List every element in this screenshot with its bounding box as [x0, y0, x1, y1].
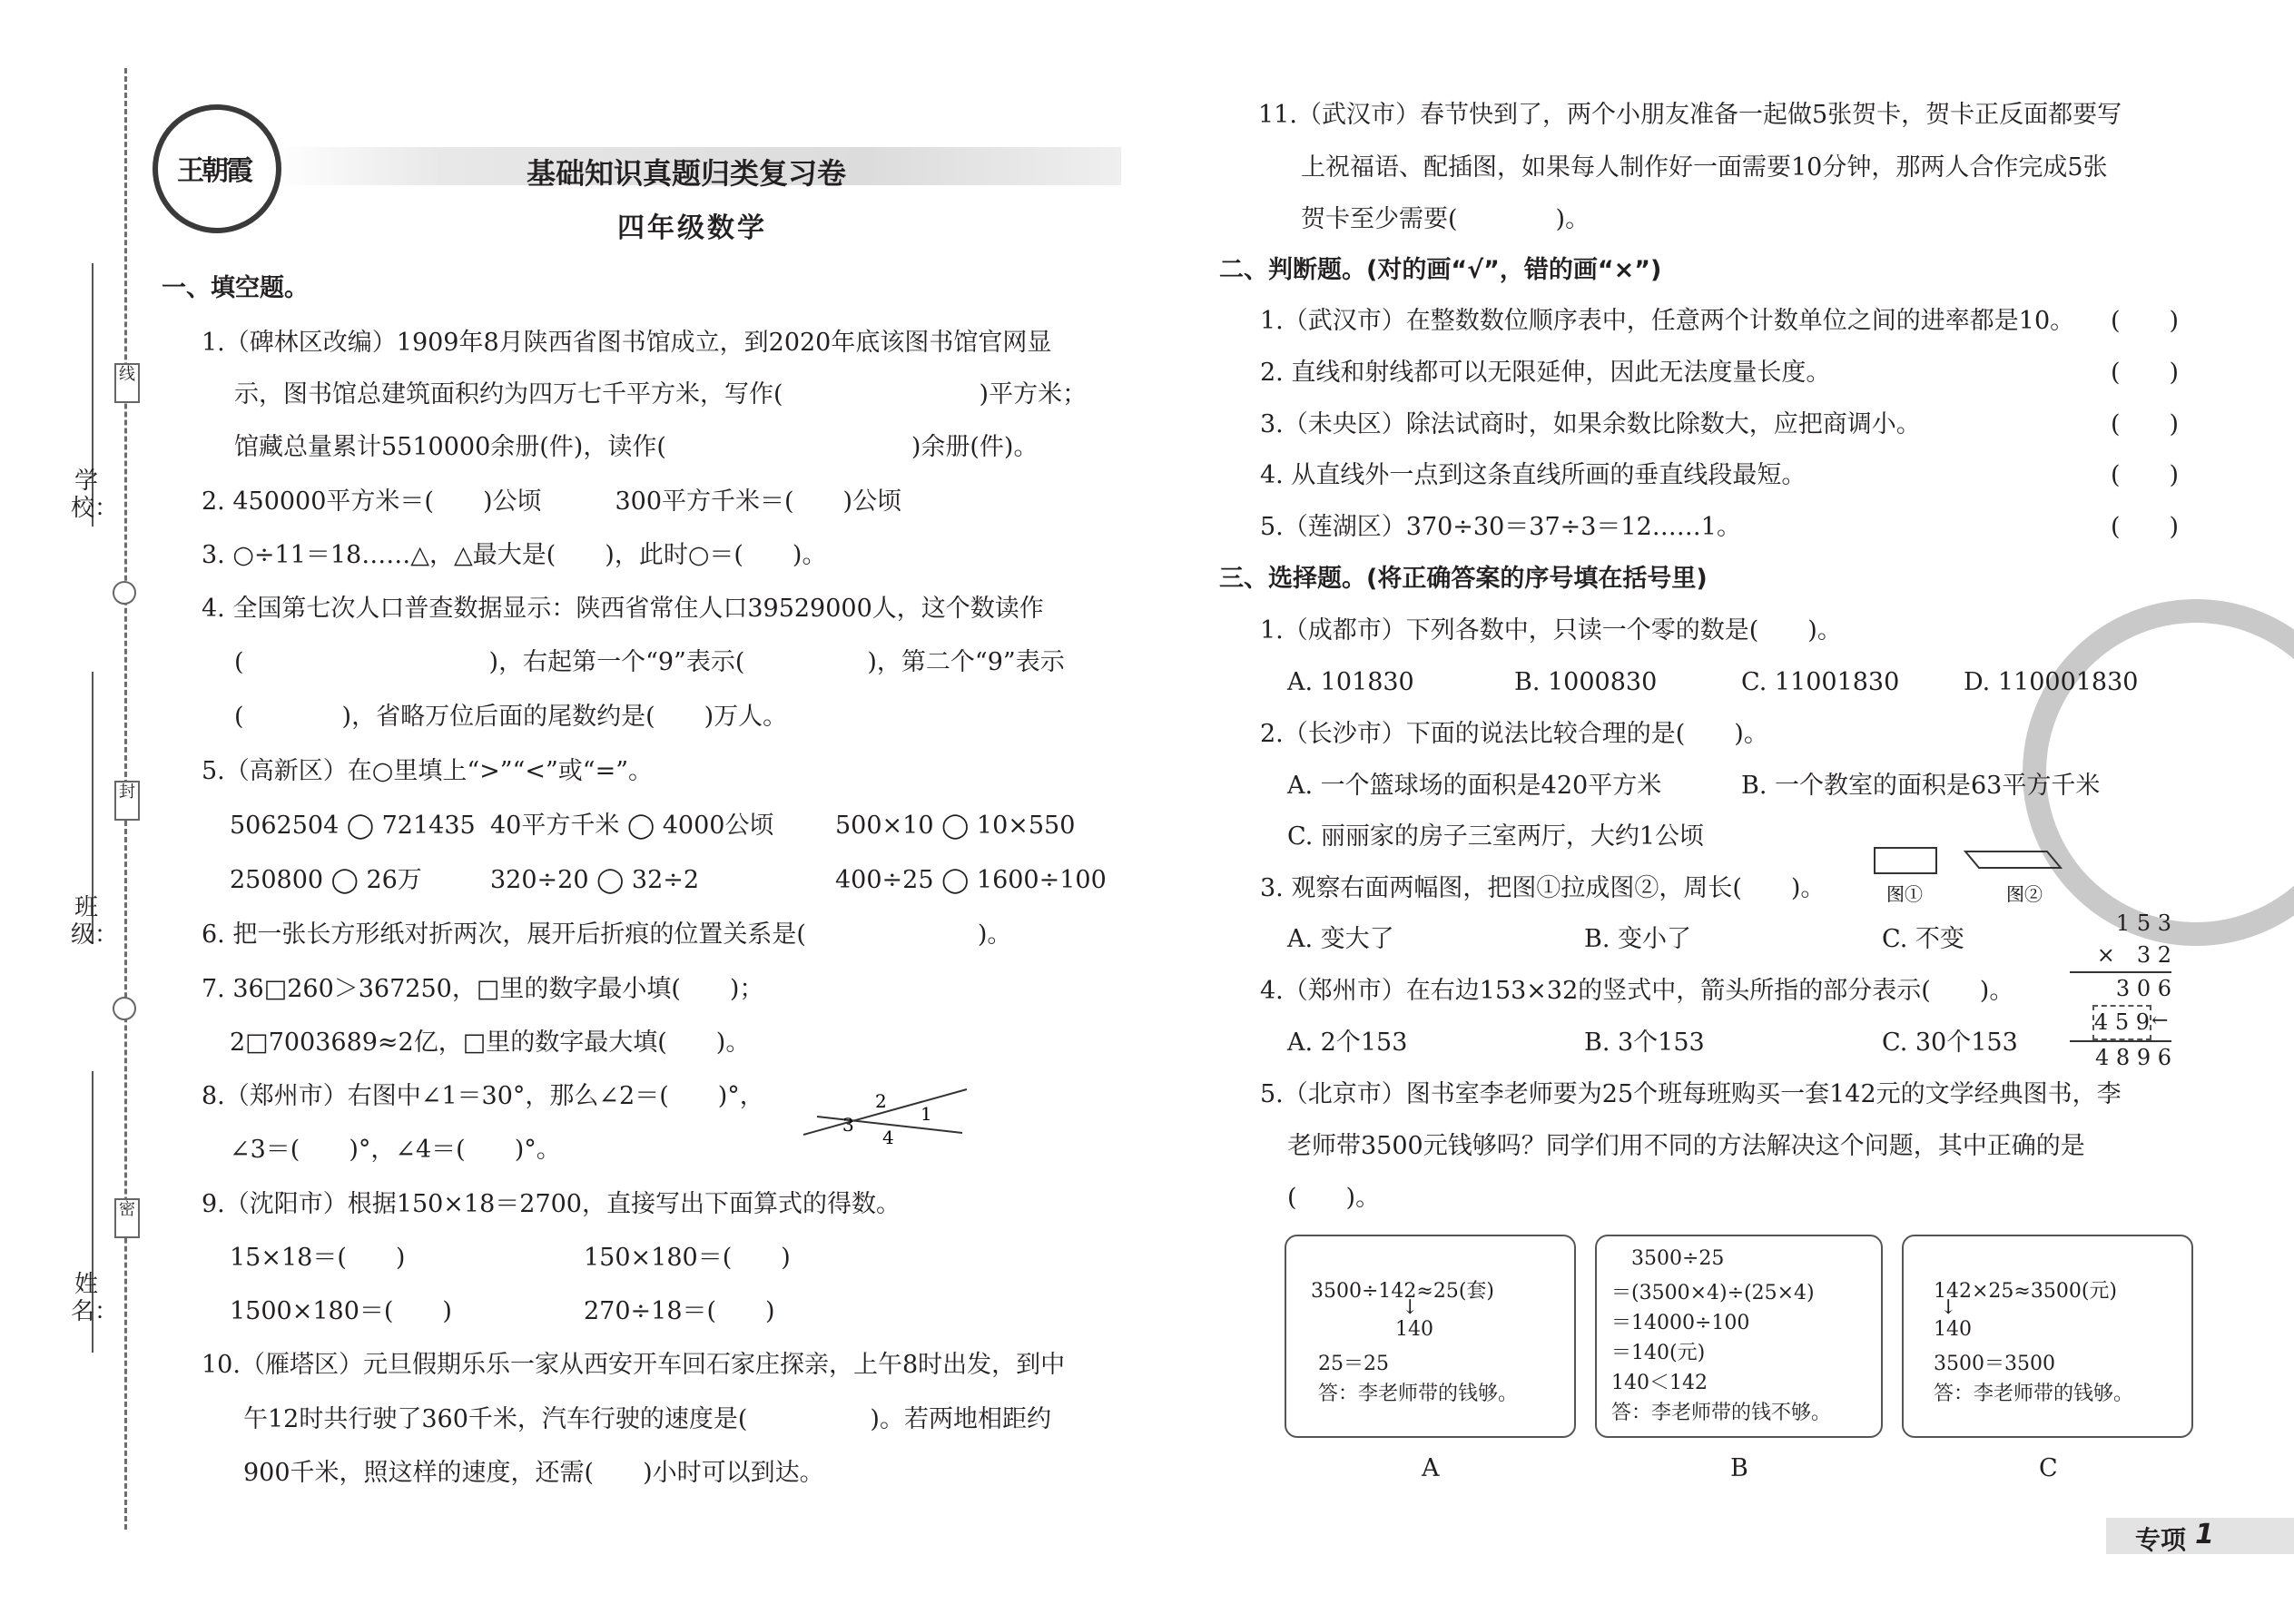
choice-q5-line1: 5.（北京市）图书室李老师要为25个班每班购买一套142元的文学经典图书，李: [1260, 1080, 2122, 1108]
box-line: 答：李老师带的钱够。: [1318, 1383, 1519, 1405]
box-line: 25＝25: [1318, 1353, 1389, 1375]
choice-option: C. 丽丽家的房子三室两厅，大约1公顷: [1287, 822, 1705, 851]
q5-item: 320÷20 ◯ 32÷2: [490, 866, 700, 894]
section-heading-choice: 三、选择题。(将正确答案的序号填在括号里): [1219, 565, 1708, 593]
down-arrow-icon: ↓: [1402, 1296, 1419, 1319]
angle-label: 1: [921, 1103, 932, 1125]
vm-row: × 3 2: [2070, 940, 2171, 973]
q10-line2: 午12时共行驶了360千米，汽车行驶的速度是( )。若两地相距约: [243, 1405, 1051, 1433]
q11-line1: 11.（武汉市）春节快到了，两个小朋友准备一起做5张贺卡，贺卡正反面都要写: [1258, 101, 2122, 129]
judge-item: 4. 从直线外一点到这条直线所画的垂直线段最短。: [1260, 461, 1807, 489]
q11-line3: 贺卡至少需要( )。: [1301, 205, 1590, 233]
choice-option: A. 一个篮球场的面积是420平方米: [1287, 772, 1662, 800]
q5-item: 250800 ◯ 26万: [230, 866, 422, 894]
page-subtitle: 四年级数学: [617, 212, 767, 244]
binding-hole-icon: [113, 997, 136, 1020]
choice-option: A. 变大了: [1287, 925, 1394, 953]
choice-q2: 2.（长沙市）下面的说法比较合理的是( )。: [1260, 720, 1768, 748]
answer-paren: ( ): [2111, 307, 2180, 335]
section-heading-fill: 一、填空题。: [162, 274, 309, 302]
choice-option: C. 不变: [1882, 925, 1964, 953]
q10-line3: 900千米，照这样的速度，还需( )小时可以到达。: [243, 1459, 824, 1487]
q1-line2: 示，图书馆总建筑面积约为四万七千平方米，写作( )平方米；: [234, 380, 1088, 408]
q9-item: 270÷18＝( ): [584, 1297, 775, 1325]
school-label: 学校：: [71, 468, 119, 522]
vm-row: 4 8 9 6: [2070, 1040, 2171, 1074]
angle-figure: [799, 1080, 971, 1153]
q5-item: 500×10 ◯ 10×550: [835, 812, 1076, 840]
binding-hole-icon: [113, 581, 136, 605]
judge-item: 2. 直线和射线都可以无限延伸，因此无法度量长度。: [1260, 359, 1831, 387]
cut-mark-feng: 封: [114, 781, 140, 821]
box-line: 140: [1395, 1318, 1433, 1341]
choice-q4: 4.（郑州市）在右边153×32的竖式中，箭头所指的部分表示( )。: [1260, 977, 2014, 1005]
q7-line1: 7. 36□260＞367250，□里的数字最小填( )；: [202, 975, 764, 1003]
vm-row: 1 5 3: [2115, 910, 2171, 936]
choice-option: B. 变小了: [1584, 925, 1692, 953]
vm-row: 3 0 6: [2115, 976, 2171, 1001]
q9-item: 150×180＝( ): [584, 1244, 791, 1272]
class-label: 班级：: [71, 894, 119, 949]
q4-line2: ( )，右起第一个“9”表示( )，第二个“9”表示: [234, 648, 1065, 676]
choice-q5-line2: 老师带3500元钱够吗？同学们用不同的方法解决这个问题，其中正确的是: [1287, 1132, 2085, 1160]
choice-option: C. 30个153: [1882, 1029, 2018, 1057]
solution-box-a: [1285, 1235, 1576, 1438]
angle-label: 2: [875, 1090, 887, 1112]
cut-mark-mi: 密: [114, 1198, 140, 1238]
choice-option: D. 110001830: [1964, 668, 2139, 696]
choice-q3: 3. 观察右面两幅图，把图①拉成图②，周长( )。: [1260, 874, 1826, 902]
box-line: ＝14000÷100: [1611, 1312, 1750, 1334]
page-number: 1: [2195, 1519, 2214, 1550]
q11-line2: 上祝福语、配插图，如果每人制作好一面需要10分钟，那两人合作完成5张: [1301, 153, 2108, 182]
down-arrow-icon: ↓: [1940, 1296, 1957, 1319]
choice-q1: 1.（成都市）下列各数中，只读一个零的数是( )。: [1260, 616, 1842, 645]
judge-item: 5.（莲湖区）370÷30＝37÷3＝12……1。: [1260, 513, 1741, 541]
q1-line1: 1.（碑林区改编）1909年8月陕西省图书馆成立，到2020年底该图书馆官网显: [202, 329, 1052, 357]
box-line: 140: [1934, 1318, 1972, 1341]
box-label: C: [2039, 1454, 2058, 1482]
q5-item: 40平方千米 ◯ 4000公顷: [490, 812, 774, 840]
section-heading-judge: 二、判断题。(对的画“√”，错的画“×”): [1219, 256, 1662, 284]
name-label: 姓名：: [71, 1271, 119, 1325]
box-label: B: [1730, 1454, 1748, 1482]
answer-paren: ( ): [2111, 461, 2180, 489]
box-line: 3500＝3500: [1934, 1353, 2055, 1375]
box-line: 142×25≈3500(元): [1934, 1280, 2118, 1303]
choice-option: C. 11001830: [1741, 668, 1900, 696]
box-line: 3500÷25: [1631, 1247, 1725, 1270]
angle-label: 3: [842, 1114, 854, 1136]
cut-mark-xian: 线: [114, 363, 140, 403]
box-line: 答：李老师带的钱够。: [1934, 1383, 2134, 1405]
q9-item: 1500×180＝( ): [230, 1297, 452, 1325]
box-line: 答：李老师带的钱不够。: [1611, 1402, 1832, 1424]
q9-item: 15×18＝( ): [230, 1244, 406, 1272]
fig2-label: 图②: [2006, 883, 2043, 905]
q6: 6. 把一张长方形纸对折两次，展开后折痕的位置关系是( )。: [202, 920, 1012, 949]
box-line: 140＜142: [1611, 1372, 1708, 1394]
q5-item: 400÷25 ◯ 1600÷100: [835, 866, 1107, 894]
q10-line1: 10.（雁塔区）元旦假期乐乐一家从西安开车回石家庄探亲，上午8时出发，到中: [202, 1351, 1066, 1379]
q9: 9.（沈阳市）根据150×18＝2700，直接写出下面算式的得数。: [202, 1190, 901, 1218]
vertical-multiplication: [2070, 908, 2171, 1074]
brand-logo-text: 王朝霞: [177, 155, 251, 187]
q4-line3: ( )，省略万位后面的尾数约是( )万人。: [234, 703, 788, 731]
box-line: ＝(3500×4)÷(25×4): [1611, 1282, 1815, 1304]
choice-option: A. 101830: [1287, 668, 1414, 696]
vm-row: 4 5 9: [2092, 1005, 2151, 1040]
choice-q5-line3: ( )。: [1287, 1184, 1381, 1212]
choice-option: B. 3个153: [1584, 1029, 1705, 1057]
footer-label: 专项: [2135, 1525, 2187, 1555]
answer-paren: ( ): [2111, 513, 2180, 541]
q8-line2: ∠3＝( )°，∠4＝( )°。: [230, 1136, 561, 1164]
angle-label: 4: [882, 1127, 894, 1148]
q2: 2. 450000平方米＝( )公顷 300平方千米＝( )公顷: [202, 487, 902, 516]
page-title: 基础知识真题归类复习卷: [527, 156, 847, 191]
choice-option: B. 1000830: [1514, 668, 1658, 696]
box-line: ＝140(元): [1611, 1342, 1706, 1364]
box-label: A: [1422, 1454, 1440, 1482]
answer-paren: ( ): [2111, 410, 2180, 438]
arrow-left-icon: ←: [2151, 1009, 2169, 1032]
choice-option: A. 2个153: [1287, 1029, 1408, 1057]
judge-item: 1.（武汉市）在整数数位顺序表中，任意两个计数单位之间的进率都是10。: [1260, 307, 2075, 335]
q3: 3. ○÷11＝18……△，△最大是( )，此时○＝( )。: [202, 541, 827, 569]
q8-line1: 8.（郑州市）右图中∠1＝30°，那么∠2＝( )°，: [202, 1082, 764, 1110]
q4-line1: 4. 全国第七次人口普查数据显示：陕西省常住人口39529000人，这个数读作: [202, 595, 1044, 623]
q1-line3: 馆藏总量累计5510000余册(件)，读作( )余册(件)。: [234, 433, 1039, 461]
q5-item: 5062504 ◯ 721435: [230, 812, 476, 840]
solution-box-c: [1902, 1235, 2193, 1438]
box-line: 3500÷142≈25(套): [1311, 1280, 1495, 1303]
judge-item: 3.（未央区）除法试商时，如果余数比除数大，应把商调小。: [1260, 410, 1921, 438]
choice-option: B. 一个教室的面积是63平方千米: [1741, 772, 2101, 800]
answer-paren: ( ): [2111, 359, 2180, 387]
fig1-label: 图①: [1886, 883, 1923, 905]
solution-box-b: [1595, 1235, 1883, 1438]
q7-line2: 2□7003689≈2亿，□里的数字最大填( )。: [230, 1029, 751, 1057]
q5: 5.（高新区）在○里填上“>”“<”或“=”。: [202, 757, 654, 785]
parallelogram-figure: [1870, 844, 2097, 908]
